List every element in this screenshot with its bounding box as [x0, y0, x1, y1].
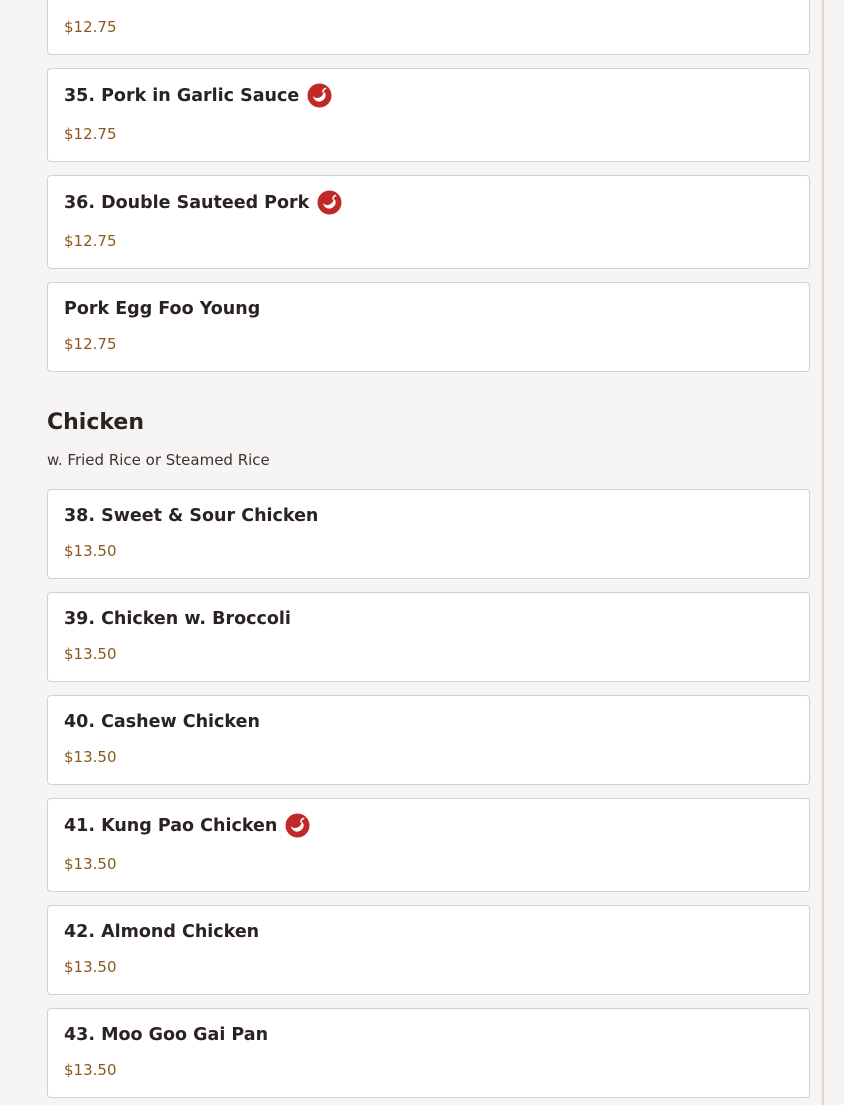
menu-item-card[interactable] [47, 68, 810, 162]
item-name-row [64, 83, 332, 108]
section-subtitle: w. Fried Rice or Steamed Rice [47, 451, 270, 469]
item-name-row [64, 922, 259, 942]
item-price: $12.75 [64, 232, 117, 250]
spicy-chili-icon [317, 190, 342, 215]
item-price: $13.50 [64, 1061, 117, 1079]
menu-item-card[interactable] [47, 905, 810, 995]
item-name: 38. Sweet & Sour Chicken [64, 506, 319, 526]
item-price: $13.50 [64, 645, 117, 663]
menu-item-card[interactable] [47, 1008, 810, 1098]
item-name: 35. Pork in Garlic Sauce [64, 85, 300, 106]
item-price: $12.75 [64, 335, 117, 353]
item-name: 36. Double Sauteed Pork [64, 192, 310, 213]
spicy-chili-icon [285, 813, 310, 838]
item-name-row [64, 190, 342, 215]
menu-item-card[interactable] [47, 592, 810, 682]
menu-item-card[interactable] [47, 798, 810, 892]
menu-item-card[interactable] [47, 282, 810, 372]
item-name-row [64, 299, 260, 319]
item-price: $13.50 [64, 748, 117, 766]
item-name-row [64, 712, 260, 732]
menu-item-card[interactable] [47, 695, 810, 785]
item-name: 40. Cashew Chicken [64, 712, 260, 732]
menu-item-card[interactable] [47, 0, 810, 55]
item-name: 43. Moo Goo Gai Pan [64, 1025, 269, 1045]
item-name-row [64, 506, 318, 526]
item-price: $13.50 [64, 958, 117, 976]
item-price: $13.50 [64, 542, 117, 560]
item-name: Pork Egg Foo Young [64, 299, 261, 319]
page-divider [822, 0, 824, 1105]
item-name-row [64, 609, 291, 629]
spicy-chili-icon [307, 83, 332, 108]
item-name: 39. Chicken w. Broccoli [64, 609, 291, 629]
menu-item-card[interactable] [47, 175, 810, 269]
item-name-row [64, 1025, 268, 1045]
item-name: 42. Almond Chicken [64, 922, 260, 942]
menu-item-card[interactable] [47, 489, 810, 579]
item-name-row [64, 813, 310, 838]
item-price: $12.75 [64, 125, 117, 143]
item-price: $13.50 [64, 855, 117, 873]
item-name: 41. Kung Pao Chicken [64, 815, 278, 836]
item-price: $12.75 [64, 18, 117, 36]
section-title: Chicken [47, 410, 145, 435]
